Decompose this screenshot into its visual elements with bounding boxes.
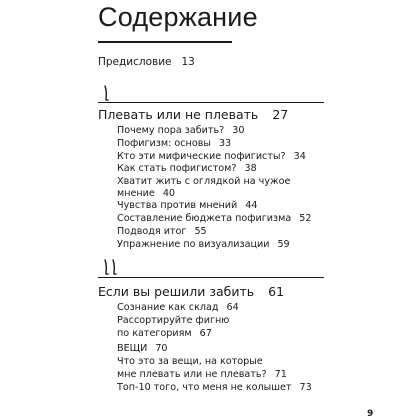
entry-page: 55 — [194, 226, 207, 237]
toc-entry — [117, 124, 244, 137]
entry-label: по категориям — [117, 328, 192, 339]
entry-label: мнение — [117, 188, 155, 199]
entry-label: Подводя итог — [117, 226, 187, 237]
toc-entry — [117, 327, 212, 340]
part-numeral-1 — [101, 84, 115, 102]
page-number: 9 — [367, 409, 374, 419]
entry-page: 73 — [299, 382, 312, 393]
chapter-page: 27 — [272, 107, 289, 122]
entry-label: Что это за вещи, на которые — [117, 356, 263, 367]
entry-page: 44 — [245, 200, 258, 211]
entry-page: 64 — [226, 302, 239, 313]
toc-entry — [117, 199, 258, 212]
part-1-rule — [98, 102, 324, 103]
entry-label: Хватит жить с оглядкой на чужое — [117, 176, 291, 187]
entry-page: 52 — [299, 213, 312, 224]
toc-entry — [117, 212, 311, 225]
toc-entry — [117, 238, 290, 251]
entry-page: 33 — [218, 138, 232, 149]
toc-entry — [117, 137, 231, 150]
toc-entry — [117, 342, 168, 355]
entry-label: Составление бюджета пофигизма — [117, 213, 292, 224]
chapter-page: 61 — [268, 284, 285, 299]
entry-label: Сознание как склад — [117, 302, 219, 313]
toc-entry — [117, 162, 257, 175]
entry-page: 71 — [274, 369, 287, 380]
chapter-label: Плевать или не плевать — [98, 107, 259, 122]
entry-label: Пофигизм: основы — [117, 138, 211, 149]
toc-chapter-1 — [98, 107, 288, 122]
entry-page: 59 — [277, 239, 290, 250]
title-underline — [98, 41, 232, 43]
toc-entry — [117, 355, 263, 368]
part-numeral-2 — [101, 258, 123, 276]
entry-label: Рассортируйте фигню — [117, 315, 230, 326]
entry-label: Чувства против мнений — [117, 200, 238, 211]
toc-chapter-2 — [98, 284, 284, 299]
toc-preface — [98, 55, 195, 69]
toc-entry — [117, 301, 239, 314]
page-title: Содержание — [98, 2, 258, 32]
preface-page: 13 — [181, 56, 195, 68]
entry-page: 38 — [244, 163, 257, 174]
toc-entry — [117, 225, 207, 238]
entry-page: 67 — [199, 328, 212, 339]
entry-page: 70 — [155, 343, 168, 354]
entry-label: Как стать пофигистом? — [117, 163, 237, 174]
entry-page: 40 — [162, 188, 176, 199]
toc-entry — [117, 381, 312, 394]
entry-page: 30 — [232, 125, 245, 136]
entry-label: Упражнение по визуализации — [117, 239, 270, 250]
part-2-rule — [98, 277, 324, 278]
chapter-label: Если вы решили забить — [98, 284, 255, 299]
entry-label: Кто эти мифические пофигисты? — [117, 151, 286, 162]
entry-label: Почему пора забить? — [117, 125, 225, 136]
toc-entry — [117, 368, 287, 381]
entry-label: Топ-10 того, что меня не колышет — [117, 382, 292, 393]
entry-label: мне плевать или не плевать? — [117, 369, 267, 380]
entry-page: 34 — [293, 151, 306, 162]
toc-entry — [117, 314, 229, 327]
entry-label: ВЕЩИ — [117, 343, 148, 354]
preface-label: Предисловие — [98, 56, 172, 68]
